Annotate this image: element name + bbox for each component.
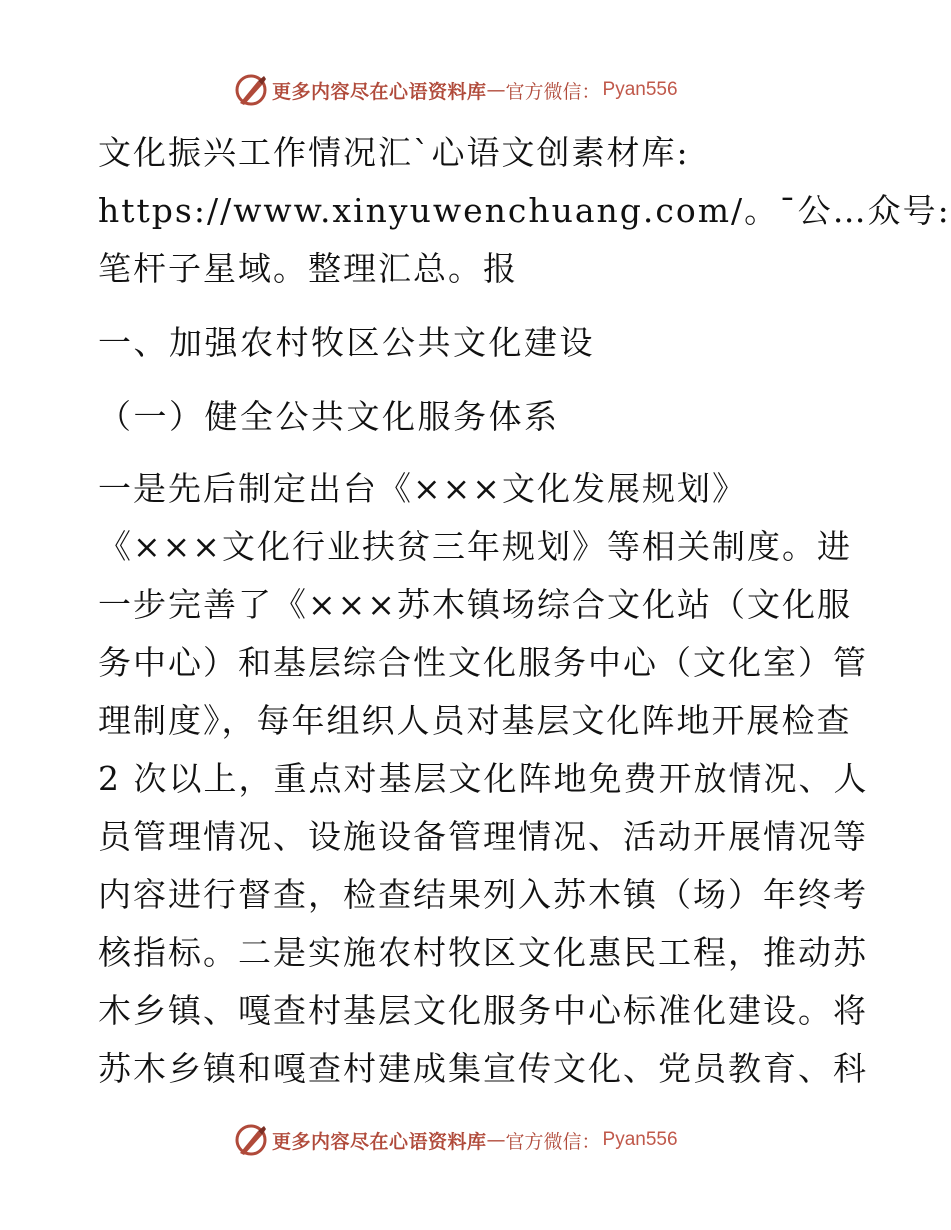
watermark-dash: — [486, 79, 506, 101]
subsection-heading: （一）健全公共文化服务体系 [98, 397, 560, 436]
paragraph-line: 一步完善了《×××苏木镇场综合文化站（文化服 [98, 585, 852, 624]
watermark-wechat-id: Pyan556 [602, 1129, 678, 1150]
watermark-dash: — [486, 1129, 506, 1151]
watermark-text: 更多内容尽在心语资料库 [272, 1130, 487, 1153]
watermark-wechat-label: 官方微信： [505, 1130, 601, 1153]
quill-pen-logo-icon [234, 1123, 268, 1157]
paragraph-line: 2 次以上，重点对基层文化阵地免费开放情况、人 [98, 759, 869, 798]
paragraph-line: 木乡镇、嘎查村基层文化服务中心标准化建设。将 [98, 991, 868, 1030]
document-body [98, 124, 951, 1098]
watermark-text: 更多内容尽在心语资料库 [272, 80, 487, 103]
intro-line: 笔杆子星域。整理汇总。报 [98, 249, 518, 288]
section-heading: 一、加强农村牧区公共文化建设 [98, 323, 595, 362]
paragraph-line: 核指标。二是实施农村牧区文化惠民工程，推动苏 [98, 933, 868, 972]
paragraph-line: 务中心）和基层综合性文化服务中心（文化室）管 [98, 643, 868, 682]
paragraph-line: 苏木乡镇和嘎查村建成集宣传文化、党员教育、科 [98, 1049, 868, 1088]
paragraph-line: 内容进行督查，检查结果列入苏木镇（场）年终考 [98, 875, 868, 914]
paragraph-line: 理制度》，每年组织人员对基层文化阵地开展检查 [98, 701, 852, 740]
quill-pen-logo-icon [234, 73, 268, 107]
watermark-wechat-id: Pyan556 [602, 79, 678, 100]
intro-line: 文化振兴工作情况汇`心语文创素材库: [98, 133, 690, 172]
intro-line: https://www.xinyuwenchuang.com/。¯公…众号: [98, 191, 951, 230]
paragraph-line: 一是先后制定出台《×××文化发展规划》 [98, 469, 747, 508]
watermark-wechat-label: 官方微信： [505, 80, 601, 103]
paragraph-line: 《×××文化行业扶贫三年规划》等相关制度。进 [98, 527, 852, 566]
watermark-banner-bottom [234, 1122, 714, 1158]
watermark-banner-top [234, 72, 714, 108]
paragraph-line: 员管理情况、设施设备管理情况、活动开展情况等 [98, 817, 868, 856]
